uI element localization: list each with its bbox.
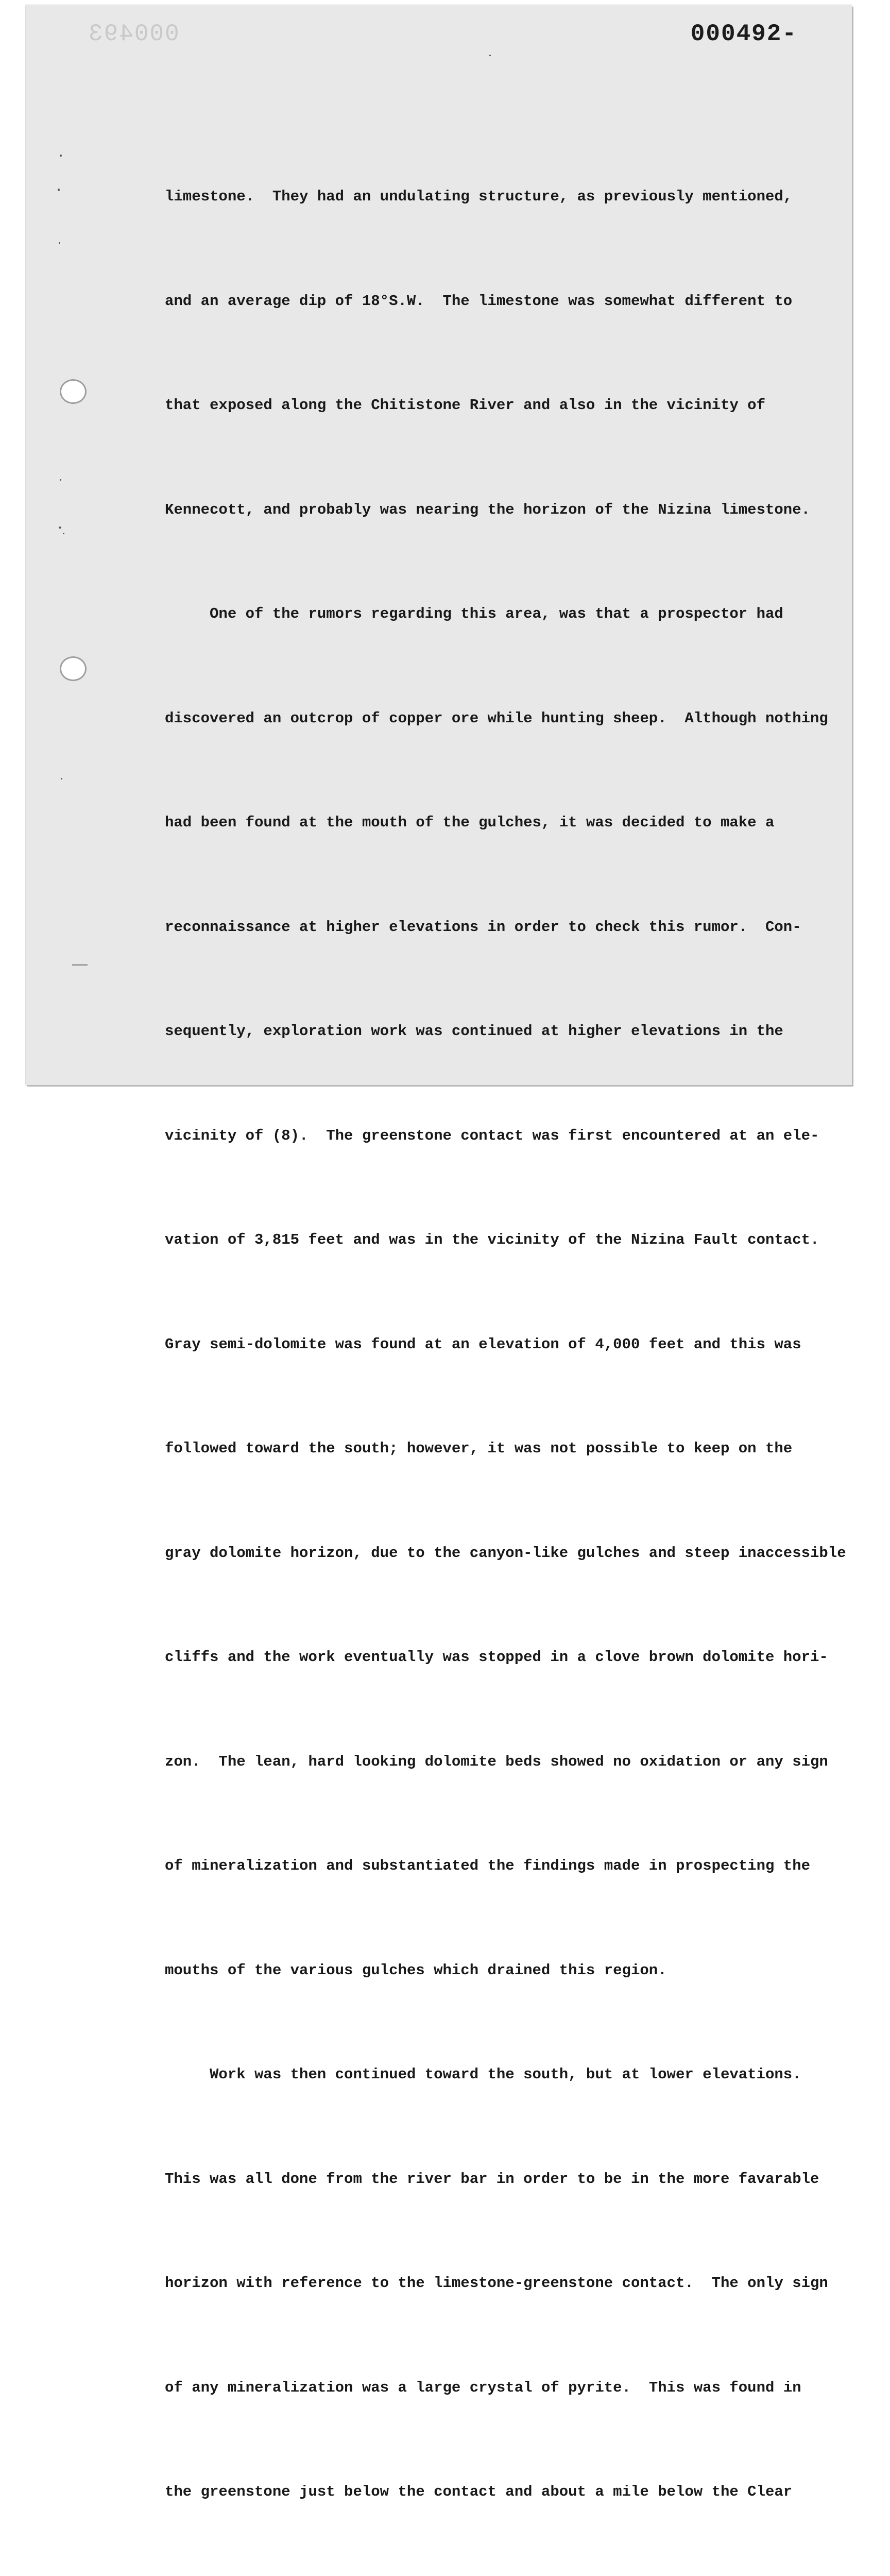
text-line: reconnaissance at higher elevations in order to check this rumor. Con- — [165, 918, 801, 936]
text-line: of mineralization and substantiated the findings made in prospecting the — [165, 1857, 811, 1874]
text-line: the greenstone just below the contact and about a mile below the Clear — [165, 2483, 793, 2500]
text-line: followed toward the south; however, it was not possible to keep on the — [165, 1440, 793, 1457]
scan-speck — [60, 155, 62, 157]
text-line: Gray semi-dolomite was found at an elevation of 4,000 feet and this was — [165, 1335, 801, 1353]
text-line: zon. The lean, hard looking dolomite beds showed no oxidation or any sign — [165, 1753, 828, 1770]
text-line: limestone. They had an undulating structure, as previously mentioned, — [165, 188, 793, 205]
page-number: 000492- — [690, 21, 797, 47]
scan-speck — [63, 533, 64, 534]
margin-mark — [72, 964, 88, 965]
text-line: vation of 3,815 feet and was in the vicinity of the Nizina Fault contact. — [165, 1231, 819, 1248]
punch-hole-lower — [60, 656, 87, 681]
scan-speck — [61, 778, 62, 779]
text-line: discovered an outcrop of copper ore while hunting sheep. Although nothing — [165, 709, 828, 727]
scan-speck — [59, 527, 61, 529]
text-line: gray dolomite horizon, due to the canyon-like gulches and steep inaccessible — [165, 1544, 846, 1562]
text-line: Kennecott, and probably was nearing the horizon of the Nizina limestone. — [165, 501, 811, 518]
scanned-page — [26, 5, 852, 2500]
text-line: and an average dip of 18°S.W. The limestone was somewhat different to — [165, 292, 793, 310]
scan-speck — [58, 189, 60, 191]
document-body — [165, 110, 855, 2576]
text-line: vicinity of (8). The greenstone contact was first encountered at an ele- — [165, 1127, 819, 1144]
punch-hole-upper — [60, 379, 87, 404]
scan-speck — [489, 55, 491, 56]
text-line: that exposed along the Chitistone River and also in the vicinity of — [165, 397, 765, 414]
text-line: mouths of the various gulches which drained this region. — [165, 1961, 667, 1979]
text-line: of any mineralization was a large crystal of pyrite. This was found in — [165, 2379, 801, 2396]
text-line: One of the rumors regarding this area, was that a prospector had — [165, 605, 783, 622]
scan-speck — [59, 242, 60, 244]
bleed-through-page-number: 000493 — [88, 21, 179, 47]
scan-speck — [60, 479, 61, 481]
text-line: had been found at the mouth of the gulches, it was decided to make a — [165, 814, 775, 831]
text-line: sequently, exploration work was continued at higher elevations in the — [165, 1023, 783, 1040]
text-line: Work was then continued toward the south, but at lower elevations. — [165, 2066, 801, 2083]
text-line: This was all done from the river bar in order to be in the more favarable — [165, 2170, 819, 2188]
text-line: cliffs and the work eventually was stopped in a clove brown dolomite hori- — [165, 1649, 828, 1666]
text-line: horizon with reference to the limestone-greenstone contact. The only sign — [165, 2275, 828, 2292]
